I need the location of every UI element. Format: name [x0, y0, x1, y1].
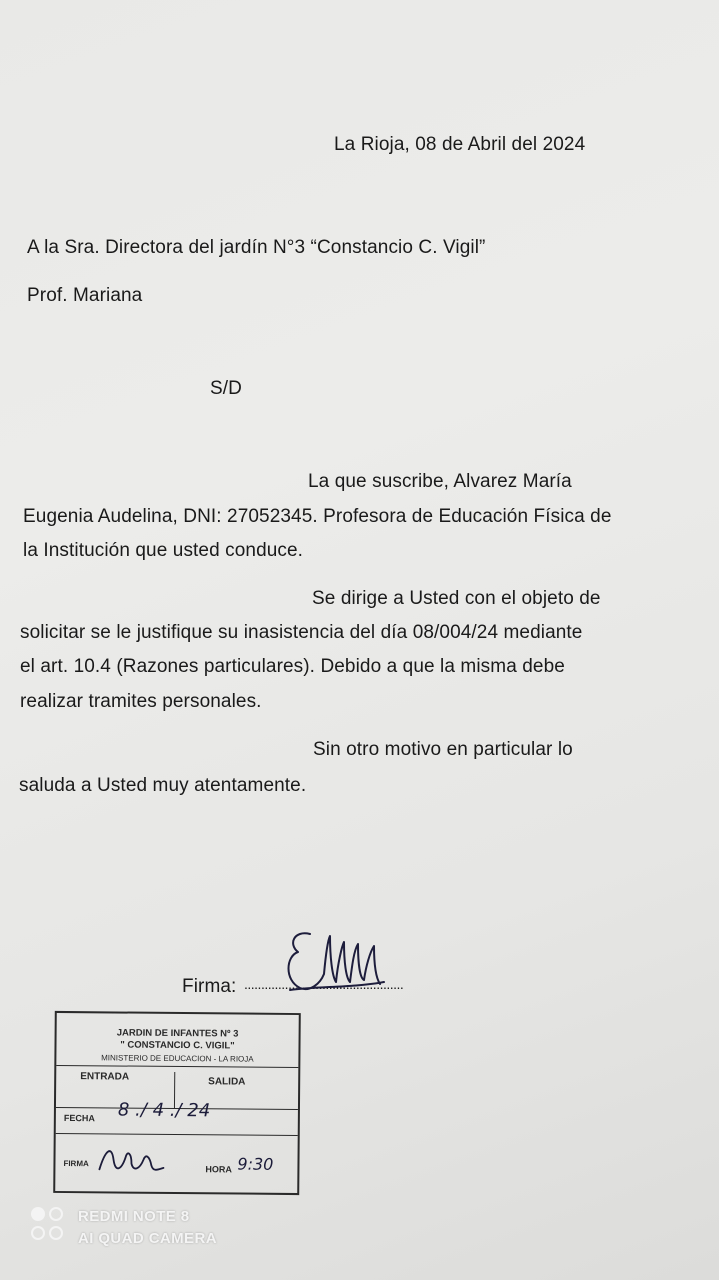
paragraph-2-line-4: realizar tramites personales.	[20, 691, 262, 712]
watermark-camera: AI QUAD CAMERA	[78, 1230, 217, 1247]
handwritten-signature	[280, 922, 390, 996]
firma-label: Firma:	[182, 976, 237, 997]
addressee-name: Prof. Mariana	[27, 285, 143, 306]
stamp-institution: JARDIN DE INFANTES Nº 3	[116, 1027, 239, 1040]
stamp-signature	[95, 1139, 165, 1178]
paragraph-2-line-1: Se dirige a Usted con el objeto de	[312, 588, 601, 609]
paragraph-2-line-3: el art. 10.4 (Razones particulares). Debido a que la misma debe	[20, 656, 565, 677]
paragraph-1-line-2: Eugenia Audelina, DNI: 27052345. Profesora de Educación Física de	[23, 506, 612, 527]
stamp-ministry: MINISTERIO DE EDUCACION - LA RIOJA	[101, 1053, 254, 1064]
paragraph-2-line-2: solicitar se le justifique su inasistencia del día 08/004/24 mediante	[20, 622, 583, 643]
stamp-fecha-label: FECHA	[63, 1113, 95, 1124]
paragraph-3-line-2: saluda a Usted muy atentamente.	[19, 775, 307, 796]
firma-dots: ...............................................	[244, 976, 404, 992]
stamp-hora-label: HORA	[205, 1164, 232, 1175]
stamp-hora-value: 9:30	[237, 1154, 274, 1174]
watermark-model: REDMI NOTE 8	[78, 1208, 190, 1225]
salutation-sd: S/D	[210, 378, 242, 399]
stamp-salida: SALIDA	[208, 1076, 246, 1088]
paragraph-1-line-3: la Institución que usted conduce.	[23, 540, 304, 561]
stamp-firma-label: FIRMA	[63, 1159, 89, 1169]
stamp-entrada: ENTRADA	[80, 1071, 130, 1083]
paragraph-1-line-1: La que suscribe, Alvarez María	[308, 471, 572, 492]
addressee-line: A la Sra. Directora del jardín N°3 “Constancio C. Vigil”	[27, 237, 486, 258]
stamp-institution-name: " CONSTANCIO C. VIGIL"	[120, 1039, 235, 1052]
stamp-fecha-value: 8 ./ 4 ./ 24	[117, 1099, 211, 1122]
camera-logo-icon	[30, 1206, 66, 1242]
reception-stamp	[53, 1011, 301, 1195]
paragraph-3-line-1: Sin otro motivo en particular lo	[313, 739, 573, 760]
place-date: La Rioja, 08 de Abril del 2024	[334, 134, 586, 155]
